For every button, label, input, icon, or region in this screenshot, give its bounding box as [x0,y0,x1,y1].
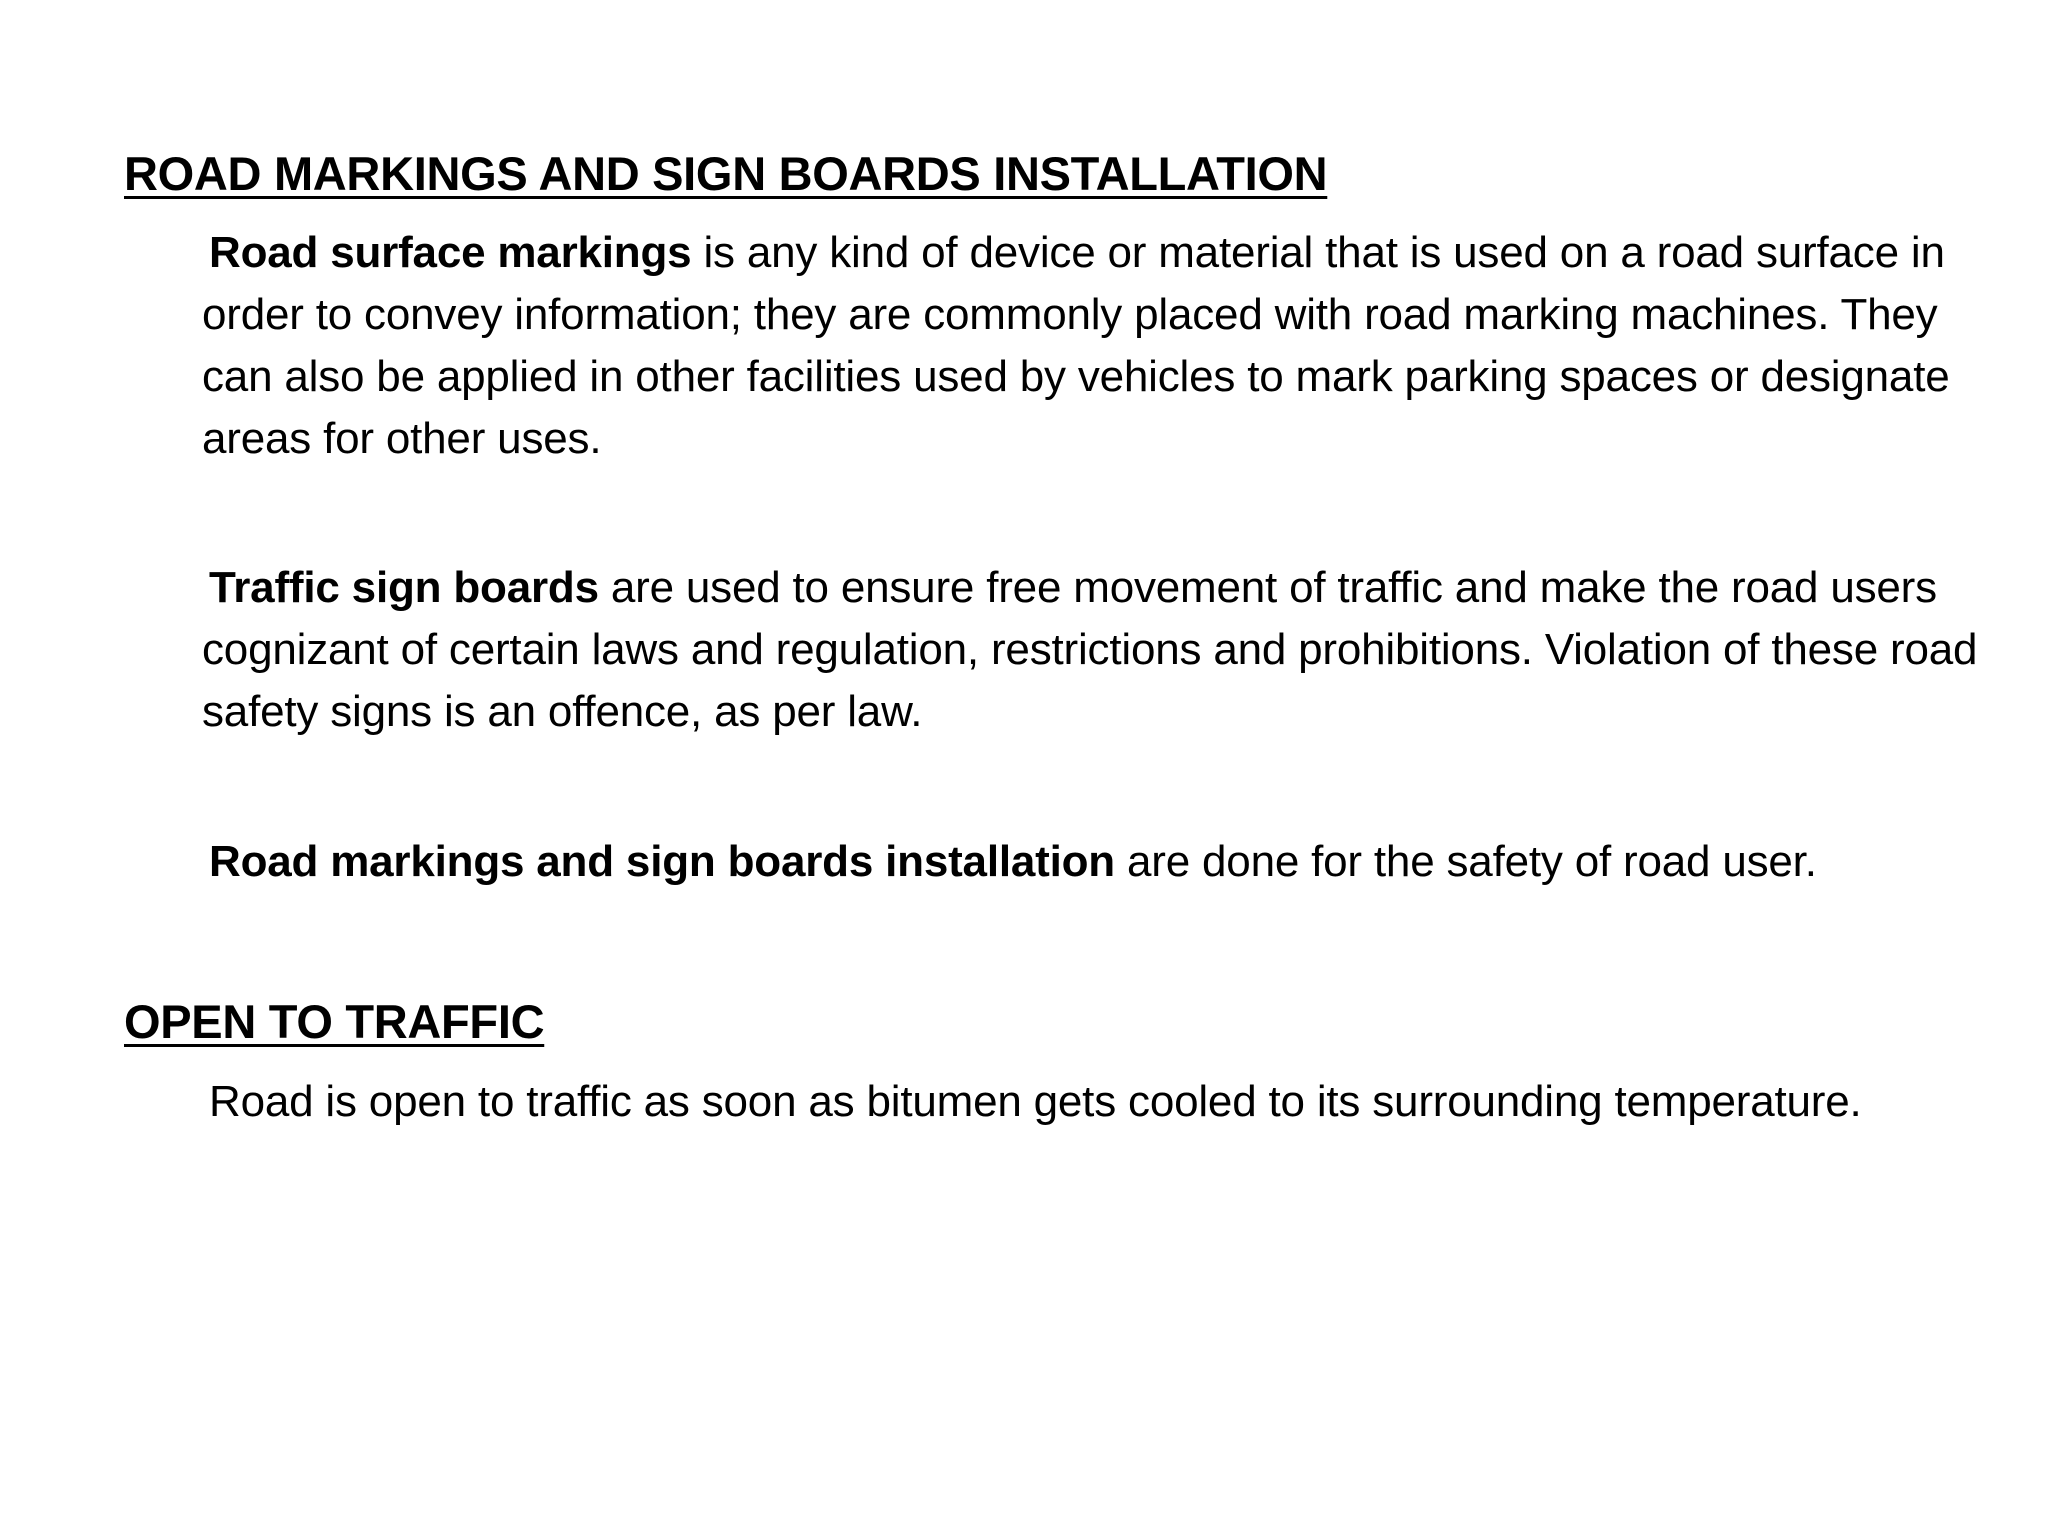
paragraph-text-road-surface-markings: is any kind of device or material that is used on a road surface in order to convey information; they are commonly placed with road marking machines. They can also be applied in other facilities used by vehicles to mark parking spaces or designate areas for other uses. [202,228,1950,463]
paragraph-traffic-sign-boards [202,557,1992,743]
section-heading-road-markings: ROAD MARKINGS AND SIGN BOARDS INSTALLATION [124,147,1328,200]
paragraph-lead-road-surface-markings: Road surface markings [209,228,692,277]
paragraph-text-installation: are done for the safety of road user. [1114,837,1817,886]
section-heading-open-to-traffic: OPEN TO TRAFFIC [124,995,545,1048]
paragraph-lead-installation: Road markings and sign boards installation [209,837,1115,886]
paragraph-lead-traffic-sign-boards: Traffic sign boards [209,563,599,612]
paragraph-text-open-to-traffic: Road is open to traffic as soon as bitumen gets cooled to its surrounding temperature. [209,1077,1862,1126]
paragraph-text-traffic-sign-boards: are used to ensure free movement of traffic and make the road users cognizant of certain laws and regulation, restrictions and prohibitions. Violation of these road safety signs is an offence, as per law. [202,563,1978,736]
paragraph-open-to-traffic [202,1071,1992,1133]
paragraph-road-surface-markings [202,222,1992,470]
paragraph-installation [202,831,1992,893]
